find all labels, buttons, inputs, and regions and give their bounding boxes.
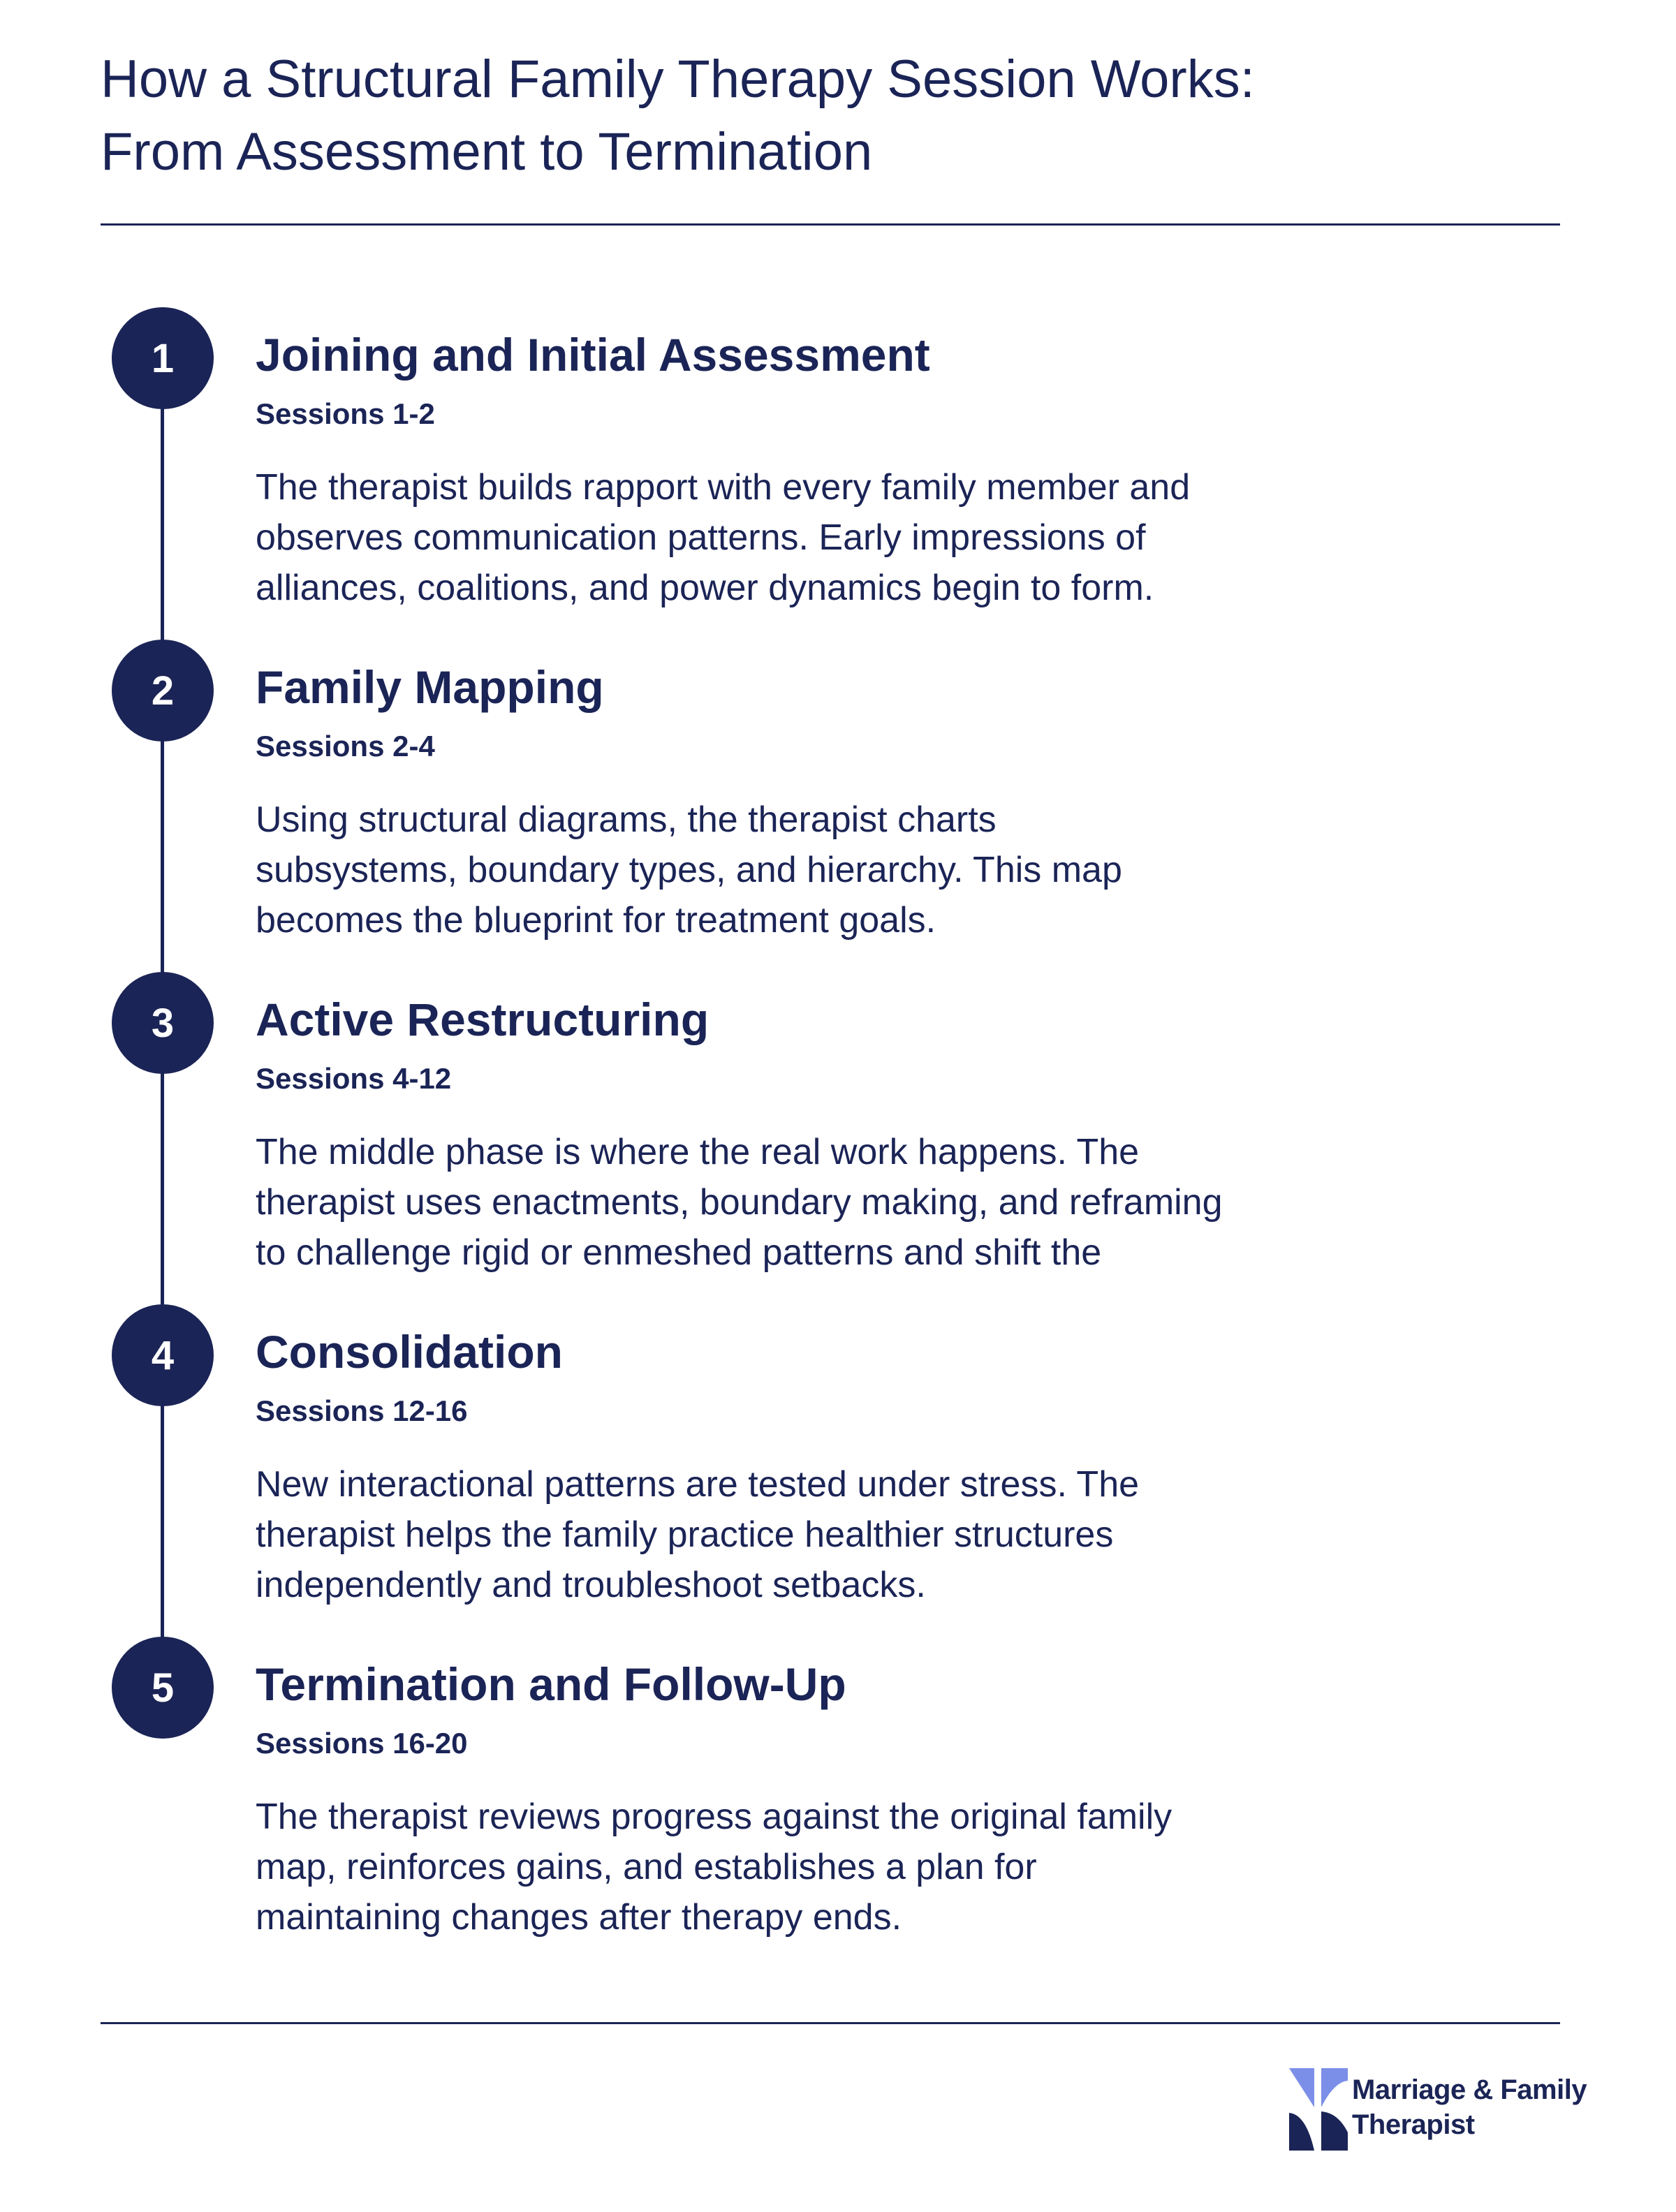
brand-name: [1352, 2072, 1587, 2142]
step-description: [256, 1127, 1373, 1278]
step-number-badge: 1: [112, 307, 214, 409]
page-title: [101, 43, 1553, 189]
step-description-line: becomes the blueprint for treatment goals.: [256, 900, 936, 941]
step-description-line: therapist helps the family practice healthier structures: [256, 1514, 1114, 1555]
step-description-line: observes communication patterns. Early impressions of: [256, 517, 1146, 558]
page-title-line-1: How a Structural Family Therapy Session Works:: [101, 50, 1255, 109]
step-description: [256, 1792, 1373, 1942]
marriage-family-therapist-logo-mark-icon: [1289, 2068, 1348, 2151]
step-number-badge: 4: [112, 1304, 214, 1406]
step-title: Consolidation: [256, 1326, 563, 1378]
step-description-line: therapist uses enactments, boundary making, and reframing: [256, 1182, 1223, 1223]
step-sessions: Sessions 16-20: [256, 1727, 468, 1760]
step-title: Family Mapping: [256, 661, 604, 713]
step-description-line: The therapist reviews progress against the original family: [256, 1797, 1173, 1837]
brand-logo: [1289, 2068, 1587, 2151]
step-description-line: Using structural diagrams, the therapist charts: [256, 799, 997, 840]
step-description-line: New interactional patterns are tested under stress. The: [256, 1464, 1140, 1505]
step-description-line: maintaining changes after therapy ends.: [256, 1897, 902, 1938]
step-description-line: subsystems, boundary types, and hierarchy. This map: [256, 850, 1122, 890]
step-sessions: Sessions 1-2: [256, 397, 435, 430]
footer-divider: [101, 2022, 1560, 2024]
header-divider: [101, 223, 1560, 226]
step-sessions: Sessions 2-4: [256, 730, 435, 762]
step-description: [256, 462, 1373, 613]
step-description-line: map, reinforces gains, and establishes a plan for: [256, 1847, 1037, 1887]
step-description-line: The therapist builds rapport with every family member and: [256, 467, 1191, 508]
page-title-line-2: From Assessment to Termination: [101, 122, 873, 182]
step-number-badge: 2: [112, 640, 214, 742]
step-title: Active Restructuring: [256, 994, 710, 1045]
brand-name-line-1: Marriage & Family: [1352, 2074, 1587, 2105]
step-title: Termination and Follow-Up: [256, 1658, 846, 1710]
step-sessions: Sessions 4-12: [256, 1062, 452, 1095]
step-description: [256, 795, 1373, 945]
step-title: Joining and Initial Assessment: [256, 329, 930, 381]
step-number-badge: 5: [112, 1637, 214, 1739]
step-description: [256, 1459, 1373, 1610]
step-description-line: to challenge rigid or enmeshed patterns and shift the: [256, 1232, 1102, 1273]
step-description-line: The middle phase is where the real work happens. The: [256, 1132, 1140, 1172]
step-number-badge: 3: [112, 972, 214, 1074]
step-description-line: independently and troubleshoot setbacks.: [256, 1565, 926, 1605]
step-sessions: Sessions 12-16: [256, 1394, 468, 1427]
brand-name-line-2: Therapist: [1352, 2109, 1475, 2140]
step-description-line: alliances, coalitions, and power dynamics begin to form.: [256, 568, 1154, 608]
